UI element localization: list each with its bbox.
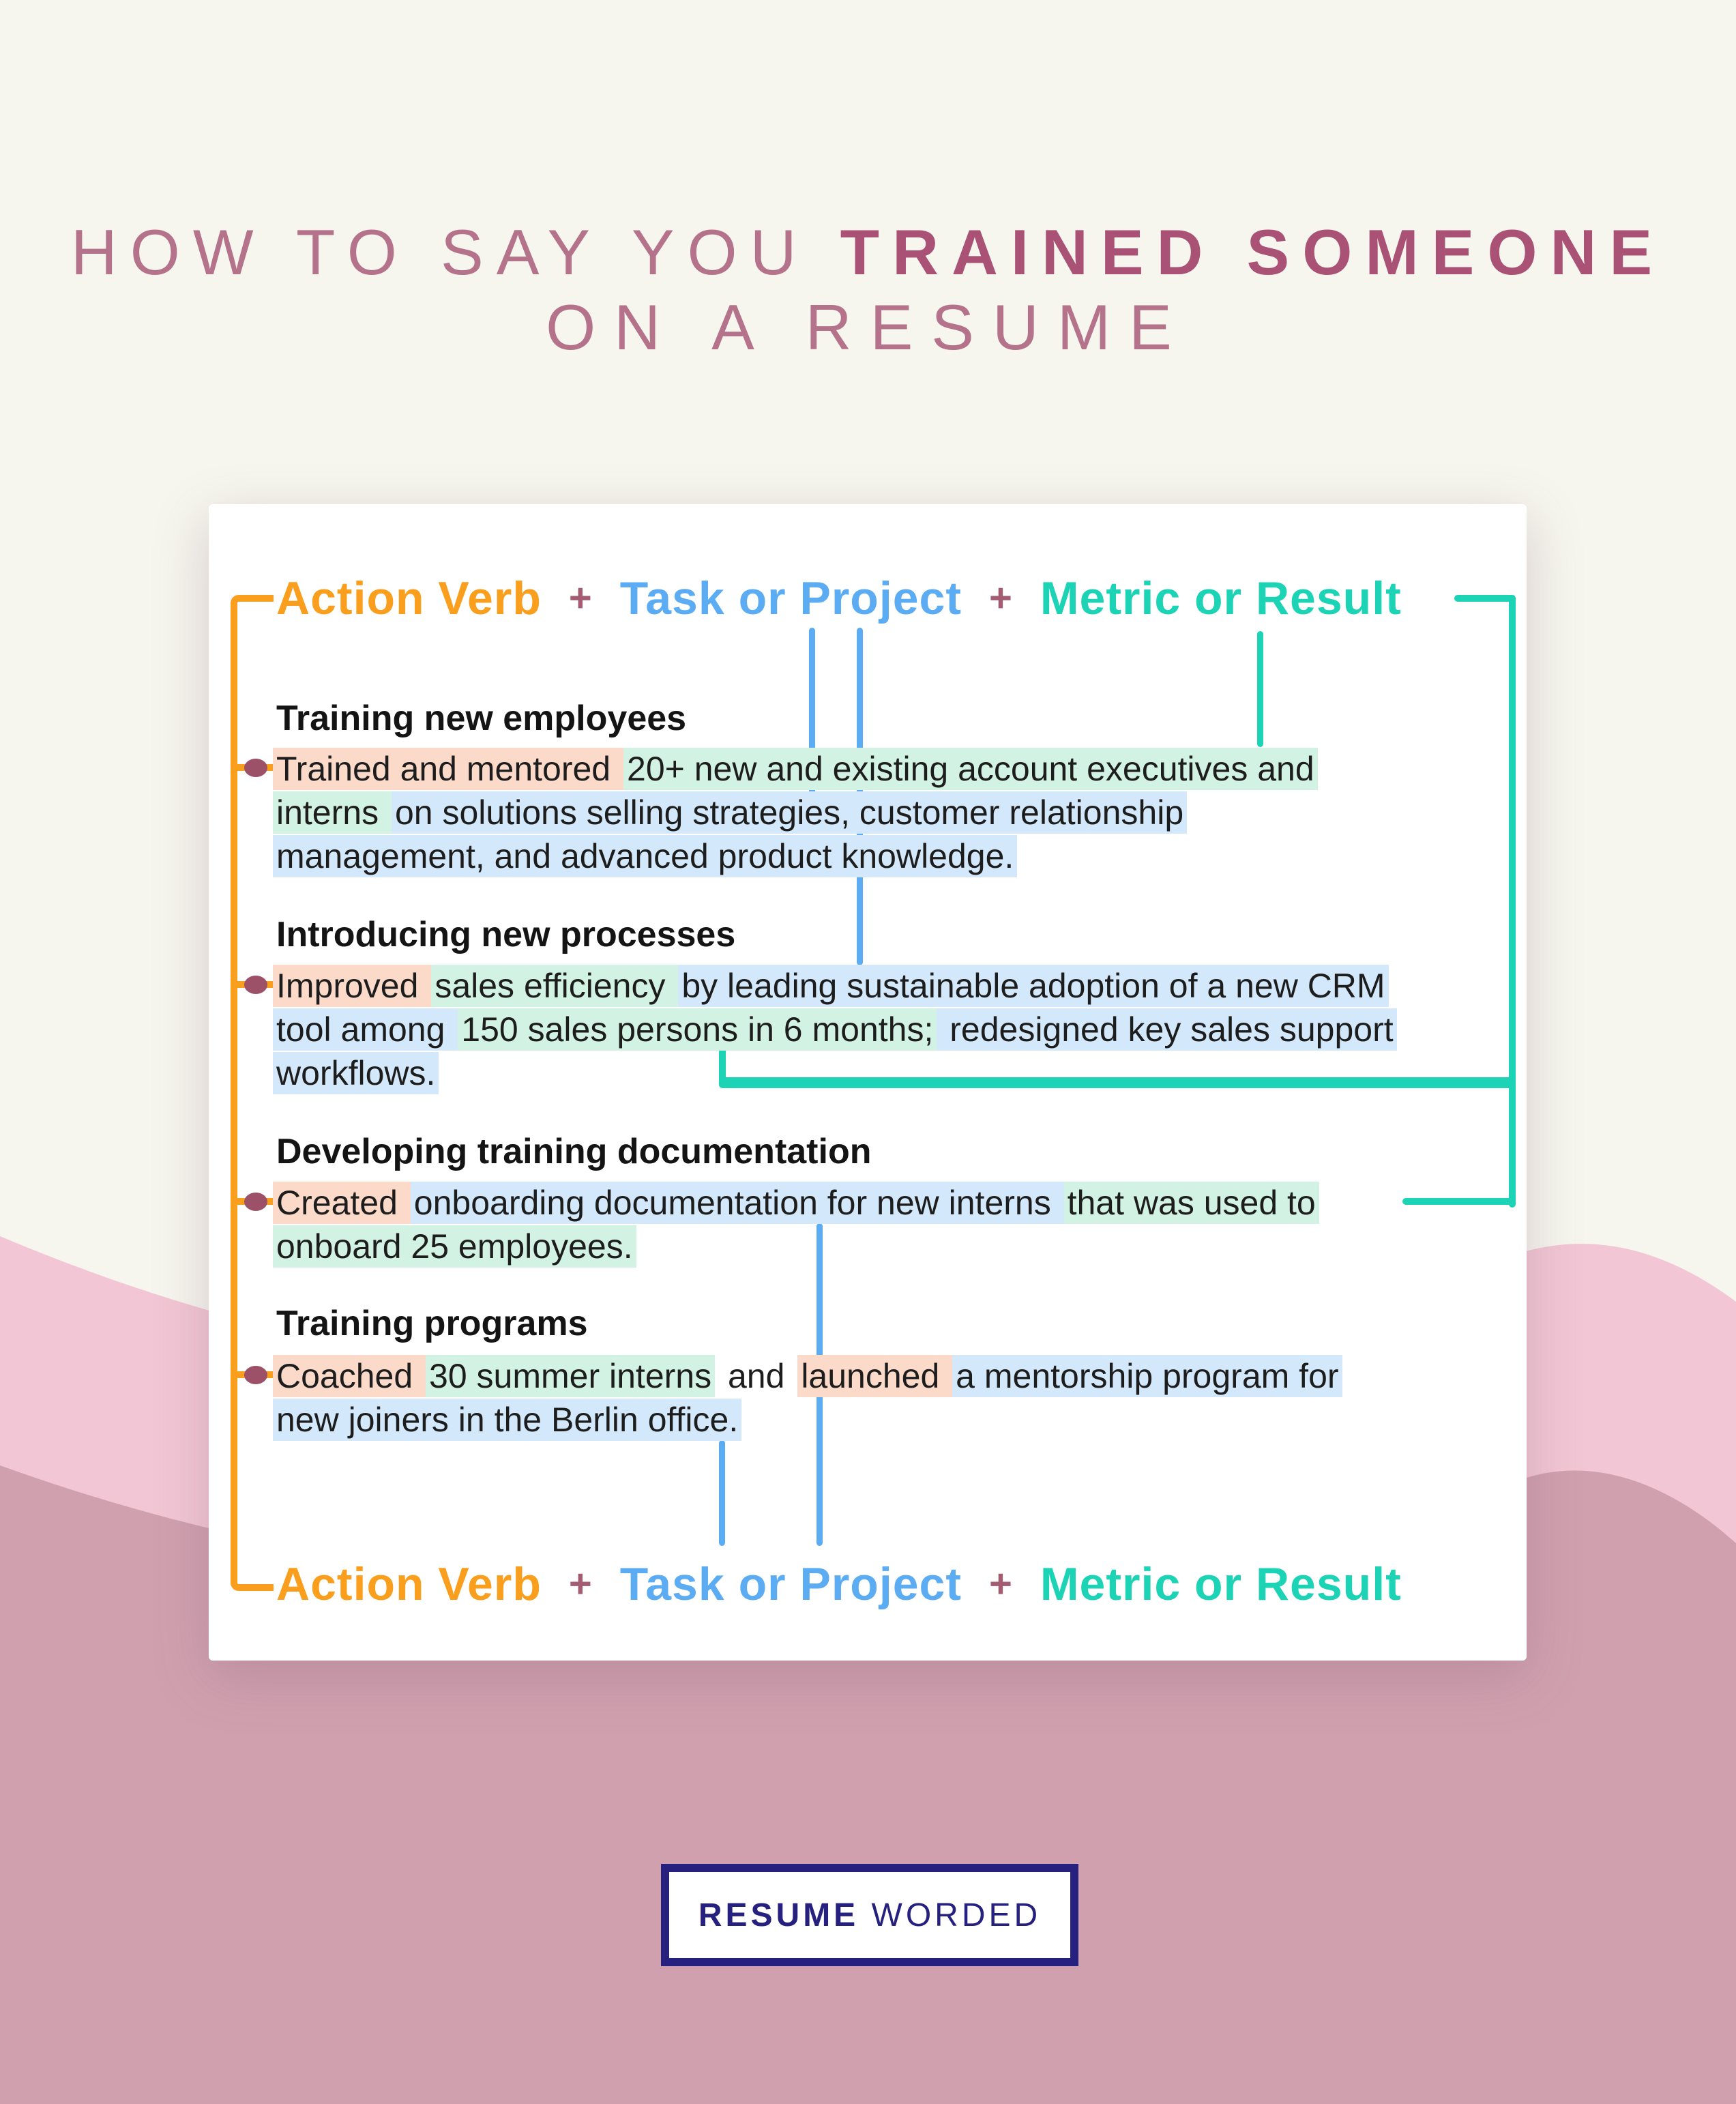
task-highlight: management, and advanced product knowledge. [273,835,1017,877]
logo-text-regular: WORDED [859,1897,1042,1933]
resume-worded-logo [661,1864,1078,1966]
section-lines [273,747,1318,878]
task-highlight: workflows. [273,1052,439,1094]
metric-highlight: 30 summer interns [426,1355,715,1397]
resume-bullet-line [273,1008,1397,1051]
resume-bullet-line [273,1354,1342,1398]
task-highlight: on solutions selling strategies, customer relationship [392,791,1187,834]
task-highlight: onboarding documentation for new interns [411,1182,1064,1224]
metric-result-label: Metric or Result [1040,572,1402,624]
action-verb-highlight: Trained and mentored [273,748,623,790]
bullet-dot [244,1193,267,1211]
plus-sign: + [989,576,1013,620]
metric-bracket-bottom-stub [1402,1198,1516,1205]
resume-bullet-line [273,747,1318,791]
section-heading: Training new employees [276,699,687,738]
task-project-label: Task or Project [619,1558,962,1610]
metric-connector-line [1257,631,1263,747]
bullet-dot [244,759,267,777]
logo-text [698,1897,1041,1934]
section-heading: Training programs [276,1304,588,1343]
metric-bracket-vertical [1509,595,1516,1208]
action-verb-bracket [231,595,274,1591]
plain-text: and [718,1357,795,1395]
resume-bullet-line [273,964,1397,1008]
formula-row-top [276,570,1402,626]
logo-text-bold: RESUME [698,1897,859,1933]
action-verb-highlight: launched [797,1355,952,1397]
example-card [209,504,1527,1661]
task-project-label: Task or Project [619,572,962,624]
metric-bracket-top-stub [1454,595,1516,602]
metric-result-label: Metric or Result [1040,1558,1402,1610]
action-verb-label: Action Verb [276,572,542,624]
title-spacer [810,216,840,288]
formula-row-bottom [276,1556,1402,1612]
page-title [0,217,1736,288]
action-verb-highlight: Created [273,1182,411,1224]
action-verb-highlight: Improved [273,965,431,1007]
page-subtitle: ON A RESUME [546,291,1190,363]
task-highlight: new joiners in the Berlin office. [273,1399,741,1441]
section-heading: Introducing new processes [276,915,736,954]
plus-sign: + [989,1562,1013,1606]
plus-sign: + [568,576,593,620]
action-verb-highlight: Coached [273,1355,426,1397]
metric-highlight: 150 sales persons in 6 months; [458,1008,937,1051]
plus-sign: + [568,1562,593,1606]
metric-highlight: onboard 25 employees. [273,1225,636,1268]
section-lines [273,964,1397,1095]
task-highlight: tool among [273,1008,458,1051]
section-lines [273,1354,1342,1442]
task-connector-line [719,1440,725,1546]
resume-bullet-line [273,1051,1397,1095]
bullet-dot [244,976,267,994]
resume-bullet-line [273,1181,1319,1225]
section-lines [273,1181,1319,1268]
resume-bullet-line [273,834,1318,878]
metric-highlight: interns [273,791,392,834]
metric-highlight: that was used to [1064,1182,1319,1224]
metric-highlight: 20+ new and existing account executives and [623,748,1318,790]
metric-highlight: sales efficiency [431,965,678,1007]
title-highlight: TRAINED SOMEONE [840,216,1666,288]
resume-bullet-line [273,1225,1319,1268]
section-heading: Developing training documentation [276,1132,872,1171]
resume-bullet-line [273,1398,1342,1442]
task-highlight: redesigned key sales support [937,1008,1396,1051]
task-highlight: a mentorship program for [952,1355,1342,1397]
task-highlight: by leading sustainable adoption of a new CRM [678,965,1388,1007]
resume-bullet-line [273,791,1318,834]
bullet-dot [244,1366,267,1384]
title-prefix: HOW TO SAY YOU [70,216,810,288]
action-verb-label: Action Verb [276,1558,542,1610]
